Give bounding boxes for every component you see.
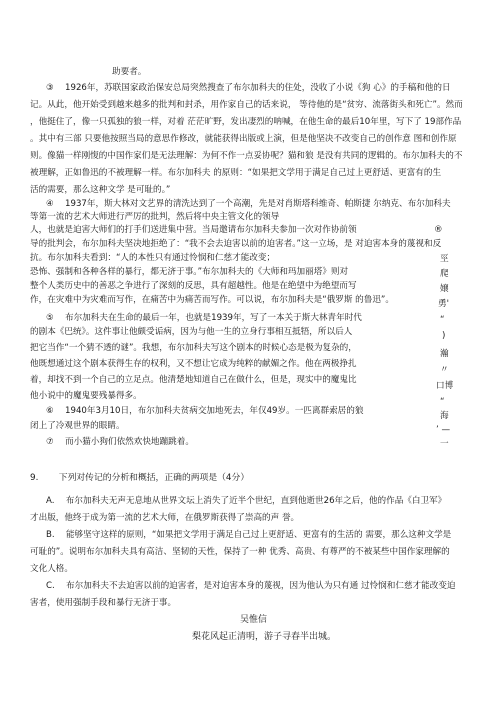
text-line: 文化人格。 bbox=[30, 564, 73, 574]
text-line: 作，在灾难中为灾难而写作，在痛苦中为痛苦而写作。可以说，布尔加科夫是“俄罗斯 的鲁迅”。 bbox=[30, 295, 394, 305]
text-line: 导的批判会，布尔加科夫坚决地拒绝了：“我不会去迫害以前的迫害者。”这一立场，是 对迫害本身的蔑视和反 bbox=[30, 239, 442, 249]
text-line: 的剧本《巴统》。这件事让他颇受诟病，因为与他一生的立身行事相互抵牾，所以后人 bbox=[30, 327, 353, 337]
margin-fragment: 爬 bbox=[440, 269, 449, 279]
text-line: 恐怖、强制和各种各样的暴行，都无济于事。”布尔加科夫的《大师和玛加丽塔》则对 bbox=[30, 267, 349, 277]
text-line: A. 布尔加科夫无声无息地从世界文坛上消失了近半个世纪，直到他逝世26年之后，他的作品《白卫军》 bbox=[46, 496, 447, 506]
text-line: B. 能够坚守这样的原则，“如果把文学用于满足自己过上更舒适、更富有的生活的 需要，那么这种文学是 bbox=[46, 530, 452, 540]
text-line: 助要者。 bbox=[112, 67, 147, 77]
text-line: 被理解，正如鲁迅的不被理解一样。布尔加科夫 的原则：“如果把文学用于满足自己过上更舒适、更富有的生 bbox=[30, 168, 442, 178]
text-line: 他既想通过这个剧本获得生存的权利，又不想让它成为纯粹的献媚之作。他在两极挣扎 bbox=[30, 359, 357, 369]
margin-fragment: 口博 bbox=[436, 381, 454, 391]
text-line: 人，也就是迫害大师们的打手们送进集中营。当局邀请布尔加科夫参加一次对作协前领 bbox=[30, 225, 357, 235]
margin-fragment: 巠 bbox=[440, 254, 449, 264]
margin-fragment: 嬢 bbox=[440, 284, 449, 294]
text-line: 整个人类历史中的善恶之争进行了深刻的反思，具有超越性。他是在绝望中为绝望而写 bbox=[30, 281, 357, 291]
margin-fragment: 〃 bbox=[440, 365, 449, 375]
text-line: 吴惟信 bbox=[240, 615, 268, 625]
margin-fragment: “ bbox=[440, 397, 445, 407]
text-line: C. 布尔加科夫不去迫害以前的迫害者，是对迫害本身的蔑视，因为他认为只有通 过怜悯和仁慈才能改变迫 bbox=[46, 581, 456, 591]
margin-fragment: 海 bbox=[440, 411, 449, 421]
margin-fragment: ) bbox=[442, 331, 446, 341]
text-line: 梨花风起正清明，游子寻春半出城。 bbox=[192, 632, 337, 642]
text-line: 才出版，他终于成为第一流的艺术大师，在俄罗斯获得了崇高的声 誉。 bbox=[30, 513, 300, 523]
margin-fragment: ’ — bbox=[436, 425, 451, 435]
text-line: 着，却找不到一个自己的立足点。他清楚地知道自己在做什么，但是，现实中的魔鬼比 bbox=[30, 375, 357, 385]
text-line: 害者，使用强制手段和暴行无济于事。 bbox=[30, 598, 177, 608]
margin-fragment: 一 bbox=[440, 439, 449, 449]
text-line: ⑤ 布尔加科夫在生命的最后一年，也就是1939年，写了一本关于斯大林青年时代 bbox=[46, 313, 362, 323]
text-line: ⑥ 1940年3月10日，布尔加科夫贫病交加地死去，年仅49岁。一匹离群索居的狼 bbox=[46, 406, 364, 416]
text-line: 闭上了冷观世界的眼睛。 bbox=[30, 421, 125, 431]
margin-fragment: 勇' bbox=[438, 299, 449, 309]
text-line: ③ 1926年，苏联国家政治保安总局突然搜查了布尔加科夫的住处，没收了小说《狗 心》的手稿和他的日 bbox=[46, 83, 451, 93]
text-line: 则。像猫一样刚愎的中国作家们是无法理解：为何不作一点妥协呢？猫和狼 是没有共同的逻辑的。布尔加科夫的不 bbox=[30, 151, 463, 161]
text-line: 他小说中的魔鬼要残暴得多。 bbox=[30, 391, 142, 401]
text-line: ，他挺住了，像一只孤独的狼一样，对着 茫茫旷野，发出凄烈的呐喊，在他生命的最后10年里，写下了 19部作品 bbox=[30, 117, 462, 127]
text-line: 9. 下列对传记的分析和概括，正确的两项是（4分） bbox=[30, 473, 250, 483]
text-line: 可耻的”。说明布尔加科夫具有高洁、坚韧的天性，保持了一种 优秀、高贵、有尊严的不被某些中国作家理解的 bbox=[30, 547, 450, 557]
text-line: 等第一流的艺术大师进行严厉的批判，然后将中央主管文化的领导 bbox=[30, 212, 280, 222]
text-line: 把它当作“一个猜不透的谜”。我想，布尔加科夫写这个剧本的时候心态是极为复杂的， bbox=[30, 343, 357, 353]
margin-fragment: ® bbox=[434, 225, 443, 235]
text-line: 抗。布尔加科夫看到：“人的本性只有通过怜悯和仁慈才能改变； bbox=[30, 253, 276, 263]
text-line: 。其中有三部 只要他按照当局的意思作修改，就能获得出版或上演，但是他坚决不改变自己的创作意 图和创作原 bbox=[30, 134, 457, 144]
margin-fragment: 瀚 bbox=[440, 349, 449, 359]
text-line: ⑦ 而小猫小狗们依然欢快地蹦跳着。 bbox=[46, 437, 194, 447]
margin-fragment: “ bbox=[440, 315, 445, 325]
text-line: 活的需要，那么这种文学 是可耻的。” bbox=[30, 185, 171, 195]
text-line: 记。从此，他开始受到越来越多的批判和封杀，用作家自己的话来说， 等待他的是“贫穷、流落街头和死亡”。然而 bbox=[30, 100, 463, 110]
text-line: ④ 1937年，斯大林对文艺界的清洗达到了一个高潮，先是对肖斯塔科维奇、帕斯捷 尔纳克、布尔加科夫 bbox=[46, 199, 451, 209]
